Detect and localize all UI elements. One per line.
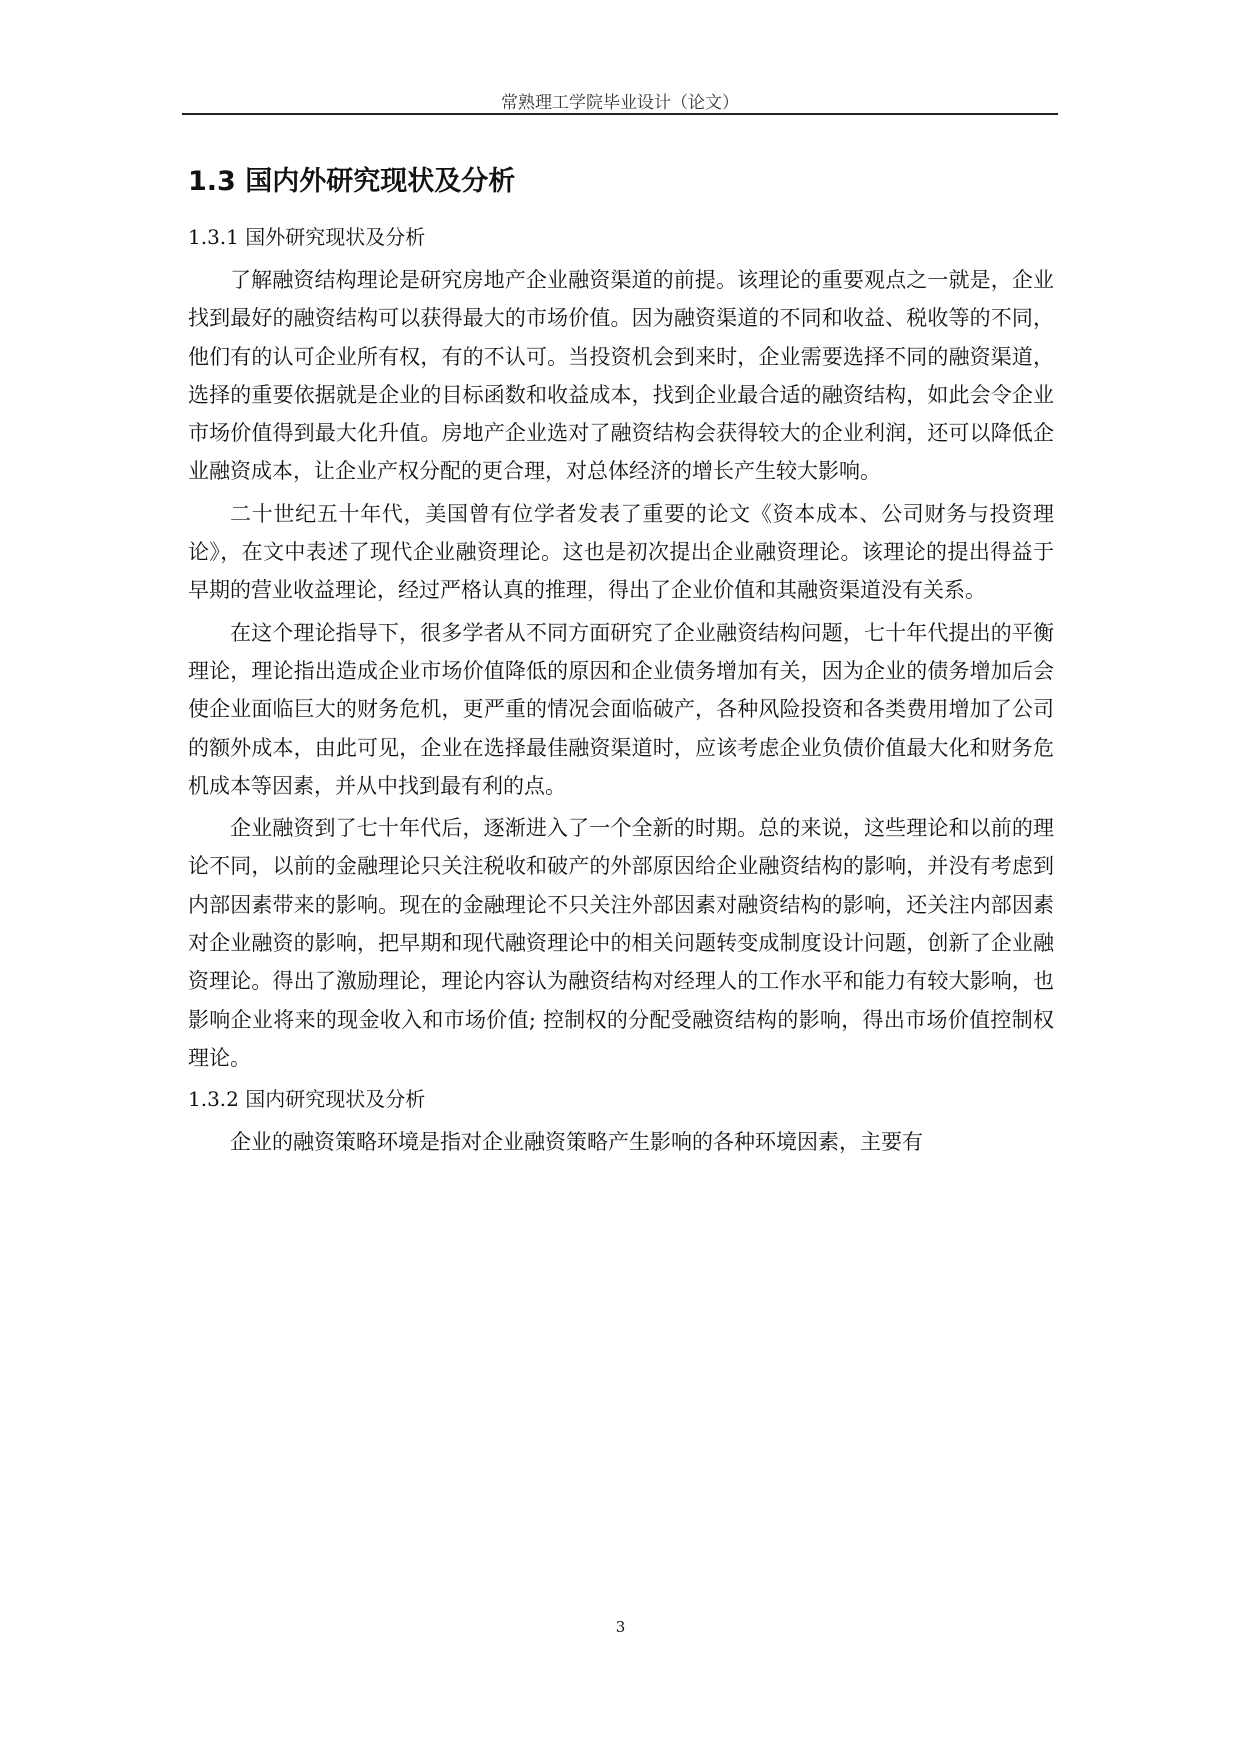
section-title: 1.3 国内外研究现状及分析 xyxy=(188,166,516,197)
paragraph: 企业的融资策略环境是指对企业融资策略产生影响的各种环境因素，主要有 xyxy=(230,1130,923,1155)
page-number: 3 xyxy=(615,1618,626,1636)
paragraph: 在这个理论指导下，很多学者从不同方面研究了企业融资结构问题，七十年代提出的平衡理论，理论指出造成企业市场价值降低的原因和企业债务增加有关，因为企业的债务增加后会使企业面临巨大的财务危机，更严重的情况会面临破产，各种风险投资和各类费用增加了公司的额外成本，由此可见，企业在选择最佳融资渠道时，应该考虑企业负债价值最大化和财务危机成本等因素，并从中找到最有利的点。 xyxy=(188,620,1054,798)
subsection-title-foreign: 1.3.1 国外研究现状及分析 xyxy=(188,225,426,249)
paragraph: 企业融资到了七十年代后，逐渐进入了一个全新的时期。总的来说，这些理论和以前的理论不同，以前的金融理论只关注税收和破产的外部原因给企业融资结构的影响，并没有考虑到内部因素带来的影响。现在的金融理论不只关注外部因素对融资结构的影响，还关注内部因素对企业融资的影响，把早期和现代融资理论中的相关问题转变成制度设计问题，创新了企业融资理论。得出了激励理论，理论内容认为融资结构对经理人的工作水平和能力有较大影响，也影响企业将来的现金收入和市场价值; 控制权的分配受融资结构的影响，得出市场价值控制权理论。 xyxy=(188,816,1054,1070)
paragraph: 了解融资结构理论是研究房地产企业融资渠道的前提。该理论的重要观点之一就是，企业找到最好的融资结构可以获得最大的市场价值。因为融资渠道的不同和收益、税收等的不同，他们有的认可企业所有权，有的不认可。当投资机会到来时，企业需要选择不同的融资渠道，选择的重要依据就是企业的目标函数和收益成本，找到企业最合适的融资结构，如此会令企业市场价值得到最大化升值。房地产企业选对了融资结构会获得较大的企业利润，还可以降低企业融资成本，让企业产权分配的更合理，对总体经济的增长产生较大影响。 xyxy=(188,268,1054,484)
document-body xyxy=(188,162,1054,1166)
header-divider xyxy=(182,113,1058,115)
running-header: 常熟理工学院毕业设计（论文） xyxy=(501,93,739,113)
paragraph: 二十世纪五十年代，美国曾有位学者发表了重要的论文《资本成本、公司财务与投资理论》，在文中表述了现代企业融资理论。这也是初次提出企业融资理论。该理论的提出得益于早期的营业收益理论，经过严格认真的推理，得出了企业价值和其融资渠道没有关系。 xyxy=(188,501,1054,603)
subsection-title-domestic: 1.3.2 国内研究现状及分析 xyxy=(188,1087,426,1112)
